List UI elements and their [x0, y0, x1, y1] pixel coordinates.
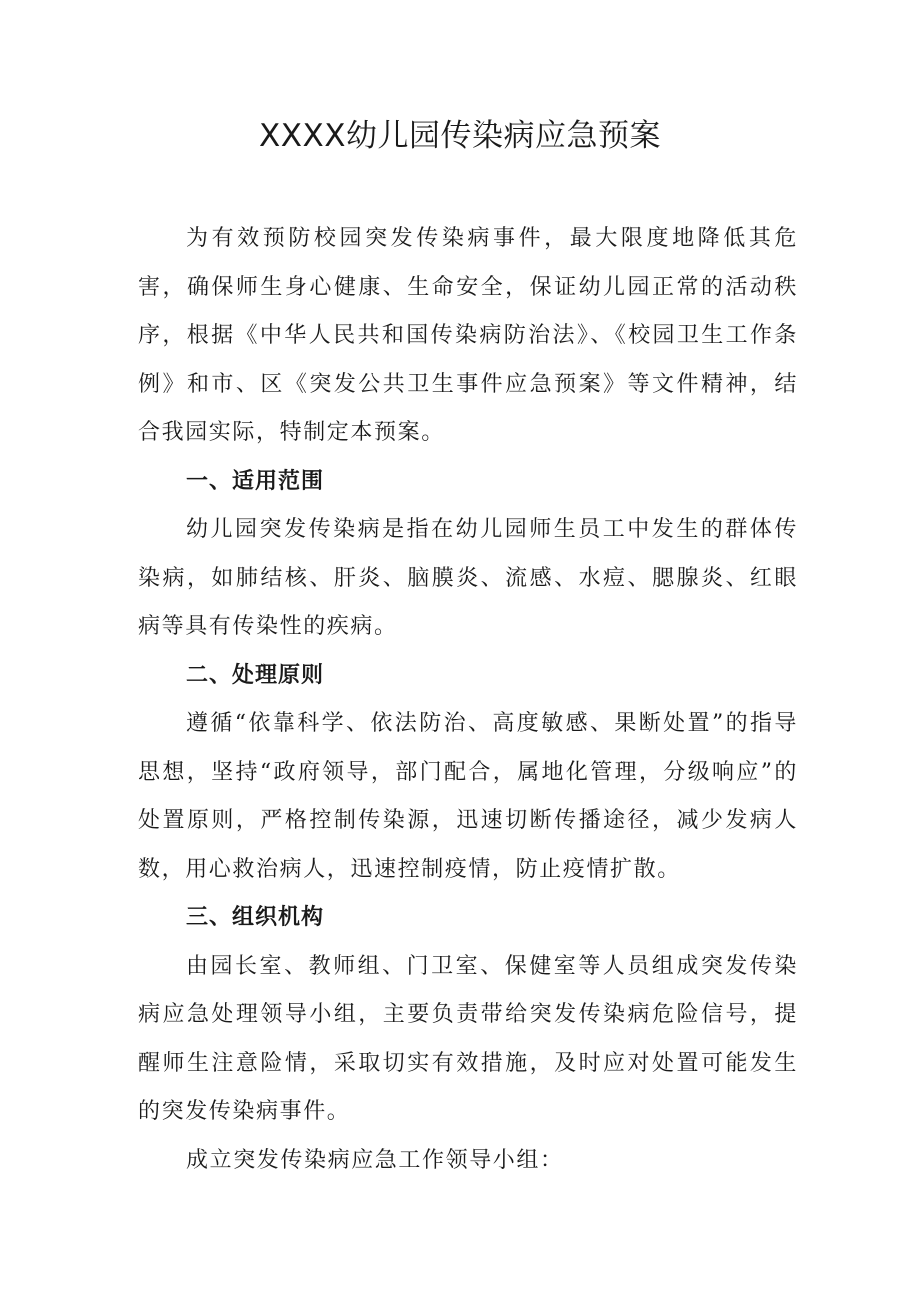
intro-paragraph: 为有效预防校园突发传染病事件，最大限度地降低其危害，确保师生身心健康、生命安全，保证幼儿园正常的活动秩序，根据《中华人民共和国传染病防治法》、《校园卫生工作条例》和市、区《突发公共卫生事件应急预案》等文件精神，结合我园实际，特制定本预案。 [138, 226, 798, 445]
section-body-organization: 由园长室、教师组、门卫室、保健室等人员组成突发传染病应急处理领导小组，主要负责带给突发传染病危险信号，提醒师生注意险情，采取切实有效措施，及时应对处置可能发生的突发传染病事件。 [138, 953, 798, 1124]
section-body-principles: 遵循“依靠科学、依法防治、高度敏感、果断处置”的指导思想，坚持“政府领导，部门配合，属地化管理，分级响应”的处置原则，严格控制传染源，迅速切断传播途径，减少发病人数，用心救治病人，迅速控制疫情，防止疫情扩散。 [138, 711, 798, 882]
section-heading-scope: 一、适用范围 [186, 468, 325, 494]
closing-paragraph: 成立突发传染病应急工作领导小组： [186, 1147, 564, 1173]
document-body [138, 215, 798, 1185]
section-heading-principles: 二、处理原则 [186, 662, 325, 688]
document-title: XXXX幼儿园传染病应急预案 [259, 118, 661, 154]
section-body-scope: 幼儿园突发传染病是指在幼儿园师生员工中发生的群体传染病，如肺结核、肝炎、脑膜炎、流感、水痘、腮腺炎、红眼病等具有传染性的疾病。 [138, 517, 798, 639]
section-heading-organization: 三、组织机构 [186, 905, 325, 930]
